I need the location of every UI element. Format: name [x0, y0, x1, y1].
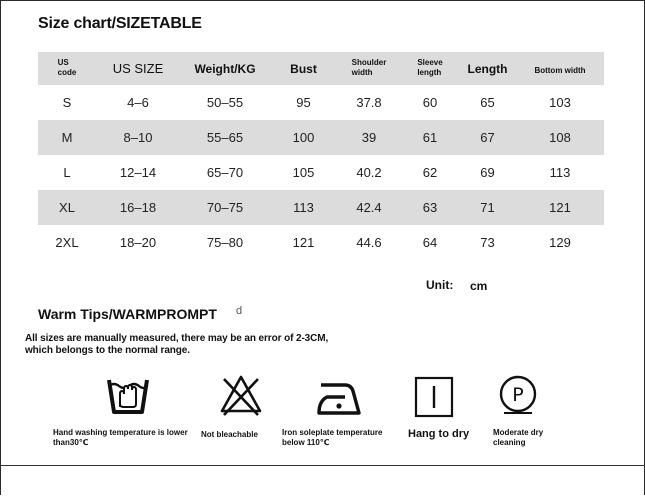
- cell-weight: 70–75: [180, 190, 270, 225]
- table-row: [38, 225, 604, 260]
- hang-dry-label: Hang to dry: [408, 428, 470, 440]
- cell-bust: 105: [292, 165, 315, 180]
- cell-us-size: 18–20: [119, 235, 157, 250]
- hand-wash-label: Hand washing temperature is lower than30℃: [53, 428, 188, 447]
- tips-stray-mark: d: [236, 305, 243, 317]
- cell-sleeve: 63: [401, 190, 459, 225]
- cell-bottom: 129: [549, 235, 571, 250]
- dry-clean-icon: [498, 373, 538, 415]
- svg-text:P: P: [512, 384, 524, 406]
- table-row: [38, 85, 604, 120]
- col-header-sleeve-length: Sleeve length: [401, 52, 459, 85]
- page-title: Size chart/SIZETABLE: [38, 15, 202, 32]
- cell-length: 67: [459, 120, 516, 155]
- iron-label: Iron soleplate temperature below 110℃: [282, 428, 383, 447]
- col-header-bottom-width: Bottom width: [516, 52, 604, 85]
- col-header-weight: Weight/KG: [180, 52, 270, 85]
- cell-shoulder: 40.2: [356, 165, 382, 180]
- table-row: [38, 190, 604, 225]
- cell-us-size: 4–6: [127, 95, 149, 110]
- tips-text-line: which belongs to the normal range.: [25, 345, 190, 356]
- cell-us-code: 2XL: [55, 235, 79, 250]
- cell-weight: 65–70: [206, 165, 244, 180]
- cell-shoulder: 44.6: [356, 235, 382, 250]
- cell-weight: 55–65: [180, 120, 270, 155]
- table-header-row: [38, 52, 604, 85]
- bottom-divider: [0, 465, 645, 466]
- dry-clean-label: Moderate dry cleaning: [493, 428, 544, 447]
- iron-icon: [315, 377, 363, 417]
- size-table: [38, 52, 604, 260]
- cell-bottom: 108: [516, 120, 604, 155]
- col-header-us-size: US SIZE: [96, 52, 180, 85]
- col-header-shoulder-width: Shoulder width: [337, 52, 401, 85]
- col-header-length: Length: [459, 52, 516, 85]
- cell-us-code: L: [63, 165, 71, 180]
- cell-bottom: 113: [549, 165, 571, 180]
- unit-value: cm: [470, 279, 488, 293]
- table-row: [38, 120, 604, 155]
- cell-length: 69: [480, 165, 495, 180]
- tips-title: Warm Tips/WARMPROMPT: [38, 306, 217, 322]
- cell-us-size: 16–18: [96, 190, 180, 225]
- cell-sleeve: 61: [401, 120, 459, 155]
- cell-length: 73: [480, 235, 495, 250]
- hand-wash-icon: [105, 374, 151, 416]
- table-row: [38, 155, 604, 190]
- cell-shoulder: 37.8: [356, 95, 382, 110]
- no-bleach-label: Not bleachable: [201, 430, 258, 439]
- unit-label: Unit:: [426, 278, 454, 292]
- cell-sleeve: 62: [422, 165, 438, 180]
- cell-us-code: S: [62, 95, 72, 110]
- cell-length: 71: [459, 190, 516, 225]
- no-bleach-icon: [218, 373, 264, 417]
- cell-bust: 100: [270, 120, 337, 155]
- cell-length: 65: [480, 95, 495, 110]
- cell-us-code: M: [38, 120, 96, 155]
- cell-bottom: 103: [549, 95, 571, 110]
- cell-us-size: 8–10: [96, 120, 180, 155]
- cell-bust: 121: [292, 235, 315, 250]
- cell-weight: 50–55: [206, 95, 244, 110]
- cell-sleeve: 64: [422, 235, 438, 250]
- cell-bust: 113: [270, 190, 337, 225]
- cell-weight: 75–80: [206, 235, 244, 250]
- hang-dry-icon: [414, 376, 454, 418]
- cell-bottom: 121: [516, 190, 604, 225]
- col-header-us-code: US code: [38, 52, 96, 85]
- tips-text-line: All sizes are manually measured, there may be an error of 2-3CM,: [25, 333, 329, 344]
- cell-sleeve: 60: [422, 95, 438, 110]
- cell-bust: 95: [296, 95, 311, 110]
- cell-us-size: 12–14: [119, 165, 157, 180]
- cell-shoulder: 39: [337, 120, 401, 155]
- col-header-bust: Bust: [270, 52, 337, 85]
- cell-shoulder: 42.4: [337, 190, 401, 225]
- cell-us-code: XL: [38, 190, 96, 225]
